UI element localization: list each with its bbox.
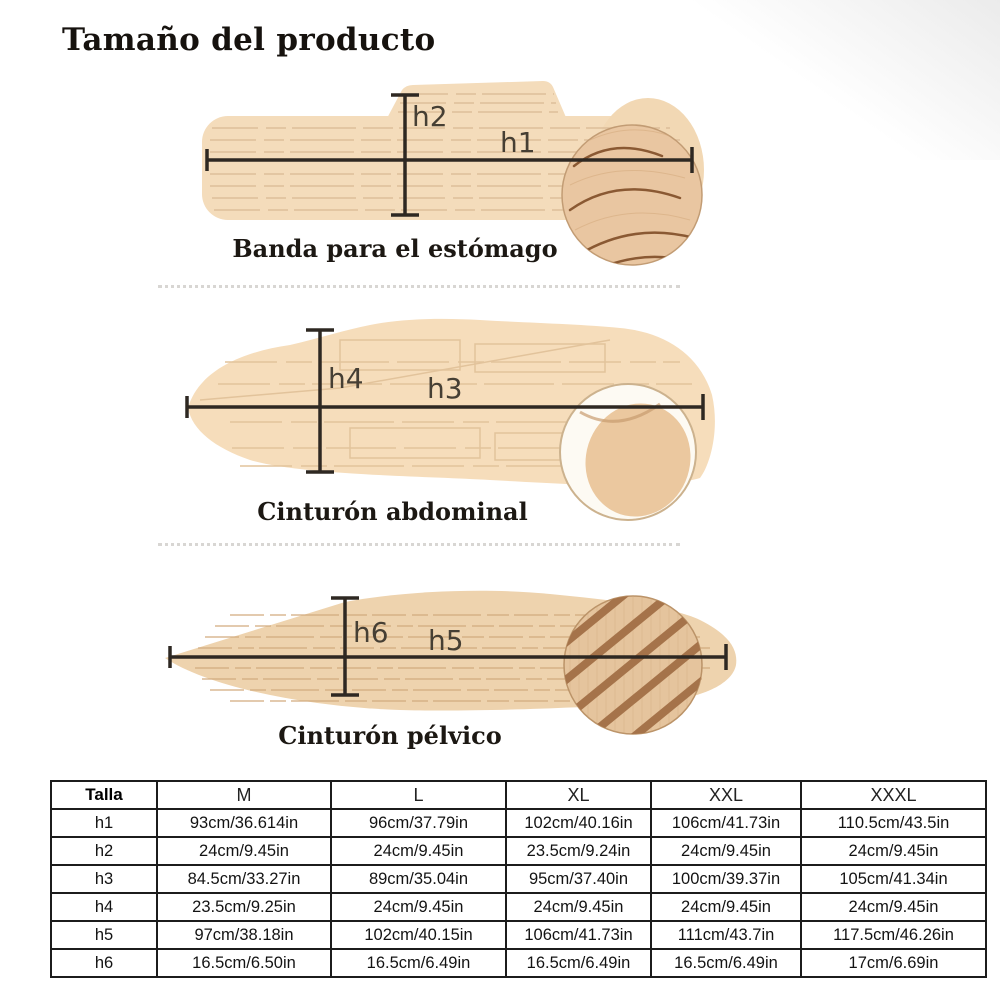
size-cell: 102cm/40.16in: [506, 809, 651, 837]
page-title: Tamaño del producto: [62, 22, 436, 58]
row-label: h5: [51, 921, 157, 949]
size-cell: 95cm/37.40in: [506, 865, 651, 893]
size-cell: 111cm/43.7in: [651, 921, 801, 949]
size-cell: 16.5cm/6.49in: [331, 949, 506, 977]
column-header-xxl: XXL: [651, 781, 801, 809]
dotted-separator: [158, 285, 680, 288]
size-cell: 16.5cm/6.50in: [157, 949, 331, 977]
size-cell: 23.5cm/9.24in: [506, 837, 651, 865]
size-cell: 97cm/38.18in: [157, 921, 331, 949]
size-cell: 110.5cm/43.5in: [801, 809, 986, 837]
size-cell: 24cm/9.45in: [801, 837, 986, 865]
h4-label: h4: [328, 362, 364, 395]
size-cell: 24cm/9.45in: [651, 837, 801, 865]
column-header-xxxl: XXXL: [801, 781, 986, 809]
stomach-band-caption: Banda para el estómago: [232, 234, 558, 263]
size-cell: 24cm/9.45in: [331, 893, 506, 921]
size-cell: 17cm/6.69in: [801, 949, 986, 977]
size-cell: 24cm/9.45in: [157, 837, 331, 865]
table-header-row: [51, 781, 986, 809]
column-header-m: M: [157, 781, 331, 809]
dotted-separator: [158, 543, 680, 546]
size-cell: 16.5cm/6.49in: [506, 949, 651, 977]
column-header-xl: XL: [506, 781, 651, 809]
row-label: h4: [51, 893, 157, 921]
table-row: [51, 921, 986, 949]
size-cell: 100cm/39.37in: [651, 865, 801, 893]
size-cell: 24cm/9.45in: [506, 893, 651, 921]
table-row: [51, 809, 986, 837]
table-row: [51, 865, 986, 893]
table-row: [51, 949, 986, 977]
size-cell: 23.5cm/9.25in: [157, 893, 331, 921]
size-cell: 24cm/9.45in: [801, 893, 986, 921]
size-cell: 117.5cm/46.26in: [801, 921, 986, 949]
size-cell: 24cm/9.45in: [331, 837, 506, 865]
row-label: h2: [51, 837, 157, 865]
h3-label: h3: [427, 372, 463, 405]
h1-label: h1: [500, 126, 536, 159]
column-header-l: L: [331, 781, 506, 809]
size-cell: 93cm/36.614in: [157, 809, 331, 837]
size-cell: 89cm/35.04in: [331, 865, 506, 893]
abdominal-belt-figure: [140, 300, 740, 530]
size-cell: 96cm/37.79in: [331, 809, 506, 837]
h2-label: h2: [412, 100, 448, 133]
table-row: [51, 893, 986, 921]
h5-label: h5: [428, 624, 464, 657]
size-cell: 106cm/41.73in: [651, 809, 801, 837]
size-cell: 102cm/40.15in: [331, 921, 506, 949]
table-row: [51, 837, 986, 865]
size-cell: 16.5cm/6.49in: [651, 949, 801, 977]
abdominal-belt-caption: Cinturón abdominal: [257, 497, 528, 526]
row-label: h6: [51, 949, 157, 977]
size-cell: 84.5cm/33.27in: [157, 865, 331, 893]
size-table: [50, 780, 987, 978]
column-header-talla: Talla: [51, 781, 157, 809]
size-cell: 106cm/41.73in: [506, 921, 651, 949]
row-label: h3: [51, 865, 157, 893]
pelvic-belt-caption: Cinturón pélvico: [278, 721, 502, 750]
h6-label: h6: [353, 616, 389, 649]
size-cell: 105cm/41.34in: [801, 865, 986, 893]
row-label: h1: [51, 809, 157, 837]
size-cell: 24cm/9.45in: [651, 893, 801, 921]
